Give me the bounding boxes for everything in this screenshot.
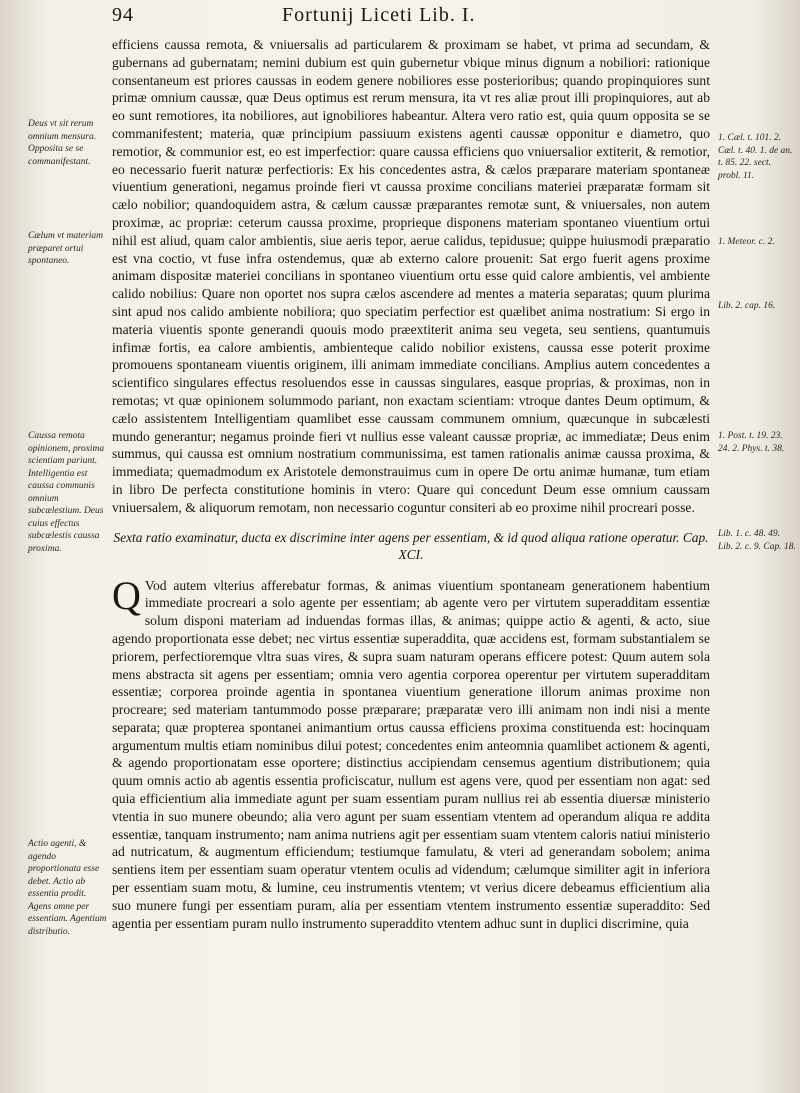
- margin-note-left-2: Cælum vt materiam præparet ortui spontaneo.: [28, 231, 103, 266]
- page-header: [112, 4, 712, 30]
- chapter-heading: Sexta ratio examinatur, ducta ex discrimine inter agens per essentiam, & id quod aliqua ratione operatur. Cap. XCI.: [113, 529, 709, 562]
- running-title: Fortunij Liceti Lib. I.: [282, 4, 476, 26]
- margin-note-right-5: Lib. 1. c. 48. 49. Lib. 2. c. 9. Cap. 18.: [718, 529, 796, 552]
- drop-cap: Q: [112, 572, 141, 618]
- paragraph-1: efficiens caussa remota, & vniuersalis ad particularem & proximam se habet, vt prima ad secundam, & gubernans ad gubernatam; nemini dubium est quin gubernetur vbique minus dignum a nobiliori: rationique consentaneum est priores caussas in eodem genere nobiliores esse posterioribus; quando propinquiores sunt primæ omnium caussæ, quæ Deus optimus est rerum mensura, ita vt res aliæ prout illi propinquiores, aut ab eo sunt remotiores, ita nobiliores, aut ignobiliores habeantur. Altera vero ratio est, quia quum opposita se se commanifestent; materia, quæ principium passiuum existens agenti caussæ opponitur e diametro, quo remotior, & communior est, eo est imperfectior: quare caussa efficiens quo vniuersalior extiterit, & remotior, eo necessario fuerit naturæ perfectioris: Ex his concedentes astra, & cælos præparare materiam spontaneæ viuentium generationi, negamus proinde fieri vt caussa proxime concilians materiei præparatæ formam sit cælo nobilior; quandoquidem astra, & cælum caussæ præparantes remotæ sunt, & vniuersales, non autem proximæ, ac propriæ: ceterum caussa proxime, proprieque disponens materiam spontaneo viuentium ortui nihil est aliud, quam calor ambientis, siue aeris tepor, aerue calidus, tepidusue; quippe huiusmodi præparatio est vna coctio, vt fuse infra ostendemus, quæ ab externo calore prouenit: Sat ergo fuerit agens proxime animam dispositæ materiei concilians in spontaneo viuentium ortu esse quid calore ambientis, vel ambiente calido nobilius: Quare non oportet nos supra cælos ascendere ad mentes a materia separatas; quum plurima sint apud nos calido ambiente nobiliora; quo speciatim perfectior est quælibet anima nostratium: Si ergo in materia viuentis sponte generandi quouis modo præextiterit anima seu vegeta, seu sentiens, quantumuis infimæ fortis, ea calore ambientis, ambienteque calido nobilior existens, caussa esse poterit proxime promouens spontaneam viuentis originem, illi animam immediate concilians. Amplius autem concedentes a scientifico singulares effectus resoluendos esse in caussas singulares, easque proprias, & proximas, non in remotas; vt quæ opinionem solummodo pariant, non exactam scientiam: vtroque dantes Deum optimum, & cælo assistentem Intelligentiam quamlibet esse caussam communem omnium, quæcunque in subcælesti mundo generantur; negamus proinde fieri vt nullius esse valeant caussæ propriæ, ac immediatæ; Deus enim summus, qui caussa est omnium nostratium communissima, est tamen rationalis animæ caussa proxima, & immediata; quemadmodum ex Aristotele demonstrauimus cum in opere De ortu animæ humanæ, tum etiam in libro De perfecta constitutione hominis in vtero: Quare qui concedunt Deum esse omnium caussam vniuersalem, & aliquorum remotam, non necessario coguntur consiteri ab eo proxime nihil procreari posse.: [112, 37, 710, 515]
- page-number: 94: [112, 4, 134, 26]
- paragraph-3-block: [112, 572, 710, 933]
- margin-note-right-2: 1. Meteor. c. 2.: [718, 237, 775, 247]
- margin-note-right-3: Lib. 2. cap. 16.: [718, 301, 776, 311]
- margin-note-left-3: Caussa remota opinionem, proxima scientiam pariunt. Intelligentia est caussa communis omnium subcælestium. Deus cuius effectus subcælestis caussa proxima.: [28, 431, 105, 554]
- margin-note-right-1: 1. Cæl. t. 101. 2. Cæl. t. 40. 1. de an. t. 85. 22. sect. probl. 11.: [718, 133, 793, 181]
- paragraph-3: Vod autem vlterius afferebatur formas, & animas viuentium spontaneam generationem habentium immediate procreari a solo agente per essentiam; ab agente vero per virtutem superadditam essentiæ solum disponi materiam ad induendas formas illas, & animas; quippe actio & agenti, & acto, siue agendo proportionata esse debet; nec virtus essentiæ superaddita, quæ accidens est, formam substantialem se priorem, perfectioremque vltra suas vires, & supra suam naturam operans efficere potest: Quum autem sola mens abstracta sit agens per essentiam; omnia vero agentia corporea operentur per virtutem superadditam essentiæ; corporea proinde agentia in spontanea viuentium generatione illorum animas proxime non procreare; sed materiam tantummodo posse præparare; præparatæ vero illi animam non indi nisi a mente separata; quæ propterea spontanei animantium ortus caussa efficiens proxima constituenda est: hocinquam argumentum multis etiam nominibus dilui potest; concedentes enim anteomnia quamlibet actionem & agenti, & agendo proportionatam esse oportere; distinctius accipiendam censemus agentium distributionem; quia quum omnis actio ab agentis essentia proficiscatur, nullum est agens vere, quod per essentiam non agat: sed quia efficientium alia immediate agunt per suam essentiam puram nullius rei ab essentia diuersæ ministerio vtentia in suo munere obeundo; alia vero agunt per suam essentiam vtentem ad operandum aliqua re addita essentiæ, tanquam instrumento; nam anima nutriens agit per essentiam suam vtentem caloris natiui ministerio ad nutricatum, & augmentum efficiendum; testiumque famulatu, & vteri ad generandam sobolem; anima sentiens item per essentiam suam operatur vtentem oculis ad videndum; cælumque similiter agit in inferiora per essentiam suam motu, & lumine, ceu instrumentis vtentem; vt verius dicere debeamus efficientium alia suo munere fungi per essentiam puram, alia per essentiam vtentem instrumento essentiæ superaddito: Sed agentia per essentiam puram nullo instrumento superaddito vtentem adhuc sunt in duplici discrimine, quia: [112, 577, 710, 931]
- margin-note-left-1: Deus vt sit rerum omnium mensura. Opposita se se commanifestant.: [28, 119, 97, 167]
- margin-note-right-4: 1. Post. t. 19. 23. 24. 2. Phys. t. 38.: [718, 431, 785, 454]
- margin-note-left-4: Actio agenti, & agendo proportionata esse debet. Actio ab essentia prodit. Agens omne per essentiam. Agentium distributio.: [28, 839, 107, 937]
- main-text-column: [112, 36, 710, 932]
